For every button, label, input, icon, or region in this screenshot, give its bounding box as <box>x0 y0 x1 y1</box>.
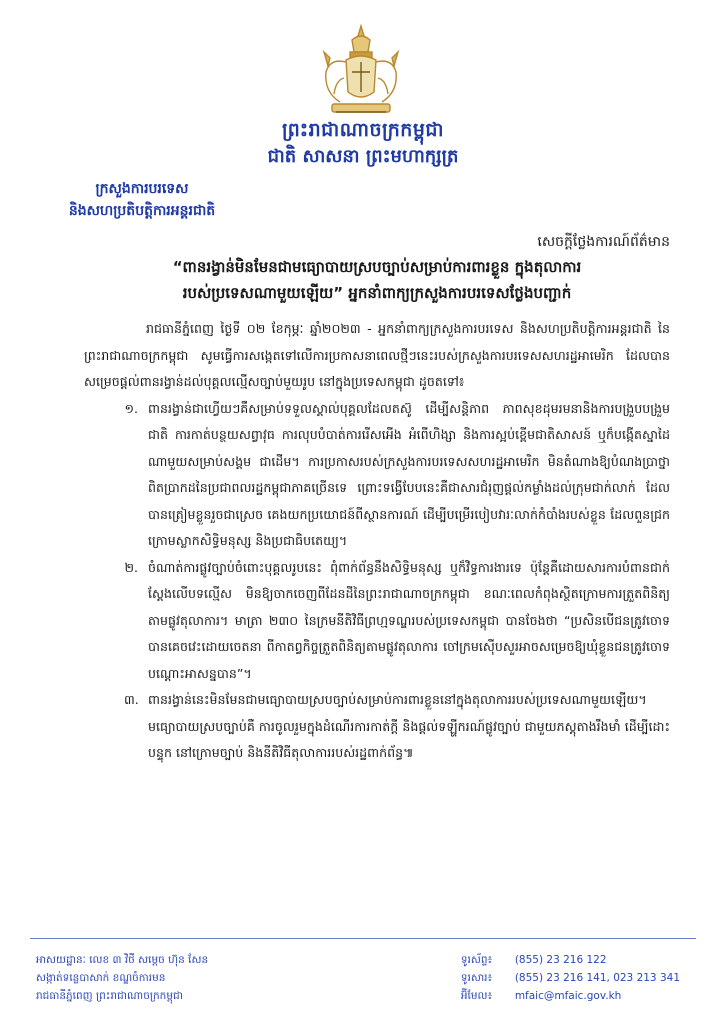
headline <box>84 254 670 306</box>
list-item-text: ចំណាត់ការផ្លូវច្បាប់ចំពោះបុគ្គលរូបនេះ ពុំពាក់ព័ន្ធនឹងសិទ្ធិមនុស្ស ឬក៏វិទ្ធការងារទេ ប៉ុន្តែគឺដោយសារការបំពានជាក់ស្តែងលើបទល្មើស មិនឱ្យចាកចេញពីដែនដីនៃព្រះរាជាណាចក្រកម្ពុជា ខណៈពេលកំពុងស្ថិតក្រោមការត្រួតពិនិត្យតាមផ្លូវតុលាការ។ មាត្រា ២៣០ នៃក្រមនីតិវិធីព្រហ្មទណ្ឌរបស់ប្រទេសកម្ពុជា បានចែងថា “ប្រសិនបើជនត្រូវចោទបានគេចវេះដោយចេតនា ពីកាតព្វកិច្ចត្រួតពិនិត្យតាមផ្លូវតុលាការ ចៅក្រមស៊ើបសួរអាចសម្រេចឱ្យឃុំខ្លួនជនត្រូវចោទ បណ្តោះអាសន្នបាន”។ <box>148 559 670 681</box>
fax-label: ទូរសារ៖ <box>460 972 493 984</box>
phone-label: ទូរស័ព្ទ៖ <box>460 954 493 966</box>
list-item <box>84 687 670 767</box>
headline-line2: របស់ប្រទេសណាមួយឡើយ” អ្នកនាំពាក្យក្រសួងការបរទេសថ្លែងបញ្ជាក់ <box>182 284 572 302</box>
list-item <box>84 555 670 688</box>
list-item-text: ពានរង្វាន់ជាហ្វើយៗគឺសម្រាប់ទទួលស្គាល់បុគ្គលដែលតស៊ូ ដើម្បីសន្តិភាព ភាពសុខដុមរមនានិងការបង្រួបបង្រួមជាតិ ការកាត់បន្ថយសព្វាវុធ ការលុបបំបាត់ការរើសអើង អំពើហិង្សា និងការស្អប់ខ្ពើមជាតិសាសន៍ ឬក៏បង្កើតស្នាដៃណាមួយសម្រាប់សង្គម ជាដើម។ ការប្រកាសរបស់ក្រសួងការបរទេសសហរដ្ឋអាមេរិក មិនតំណាងឱ្យបំណងប្រាថ្នាពិតប្រាកដនៃប្រជាពលរដ្ឋកម្ពុជាភាគច្រើនទេ ព្រោះទង្វើបែបនេះគឺជាសារជំរុញផ្តល់កម្លាំងដល់ក្រុមជាក់លាក់ ដែលបានត្រៀមខ្លួនរួចជាស្រេច គេងយកប្រយោជន៍ពីស្ថានការណ៍ ដើម្បីបម្រើរបៀបវារៈលាក់កំបាំងរបស់ខ្លួន ដែលពួនជ្រកក្រោមស្លាកសិទ្ធិមនុស្ស និងប្រជាធិបតេយ្យ។ <box>148 400 670 548</box>
footer-contacts <box>461 951 680 1005</box>
royal-coat-of-arms-icon <box>316 22 406 118</box>
list-item-number: ១. <box>124 400 138 416</box>
phone-row <box>461 951 680 969</box>
intro-paragraph: រាជធានីភ្នំពេញ ថ្ងៃទី ០២ ខែកុម្ភៈ ឆ្នាំ២០២៣ - អ្នកនាំពាក្យក្រសួងការបរទេស និងសហប្រតិបត្តិការអន្តរជាតិ នៃព្រះរាជាណាចក្រកម្ពុជា សូមធ្វើការសង្កេតទៅលើការប្រកាសនាពេលថ្មីៗនេះរបស់ក្រសួងការបរទេសសហរដ្ឋអាមេរិក ដែលបានសម្រេចផ្តល់ពានរង្វាន់ដល់បុគ្គលល្មើសច្បាប់មួយរូប នៅក្នុងប្រទេសកម្ពុជា ដូចតទៅ៖ <box>84 321 670 389</box>
national-motto: ជាតិ សាសនា ព្រះមហាក្សត្រ <box>267 146 459 167</box>
list-item-number: ២. <box>124 559 138 575</box>
footer <box>30 938 696 1027</box>
ministry-name-line2: និងសហប្រតិបត្តិការអន្តរជាតិ <box>68 203 216 219</box>
ministry-name-line1: ក្រសួងការបរទេស <box>95 181 189 197</box>
kingdom-title: ព្រះរាជាណាចក្រកម្ពុជា <box>282 119 444 141</box>
email-link[interactable]: mfaic@mfaic.gov.kh <box>514 990 622 1002</box>
address-line1: អាសយដ្ឋានៈ លេខ ៣ វិថី សម្ដេច ហ៊ុន សែន <box>36 954 209 966</box>
list-item-number: ៣. <box>124 692 139 707</box>
list-item <box>84 396 670 555</box>
headline-line1: “ពានរង្វាន់មិនមែនជាមធ្យោបាយស្របច្បាប់សម្រាប់ការពារខ្លួន ក្នុងតុលាការ <box>172 258 582 276</box>
phone-value: (855) 23 216 122 <box>514 954 607 966</box>
email-label: អ៊ីមែល៖ <box>460 990 493 1002</box>
address-line3: រាជធានីភ្នំពេញ ព្រះរាជាណាចក្រកម្ពុជា <box>36 990 183 1002</box>
email-row <box>461 987 680 1005</box>
list-item-text: ពានរង្វាន់នេះមិនមែនជាមធ្យោបាយស្របច្បាប់សម្រាប់ការពារខ្លួននៅក្នុងតុលាការរបស់ប្រទេសណាមួយឡើយ។ មធ្យោបាយស្របច្បាប់គឺ ការចូលរួមក្នុងដំណើរការកាត់ក្តី និងផ្តល់ទឡ្ហីករណ៍ផ្លូវច្បាប់ ជាមួយភស្តុតាងរឹងមាំ ដើម្បីដោះបន្ទុក នៅក្រោមច្បាប់ និងនីតិវិធីតុលាការរបស់រដ្ឋពាក់ព័ន្ធ៕ <box>148 692 670 760</box>
ministry-name <box>22 178 262 222</box>
fax-value: (855) 23 216 141, 023 213 341 <box>514 972 680 984</box>
fax-row <box>461 969 680 987</box>
document-type: សេចក្តីថ្លែងការណ៍ព័ត៌មាន <box>537 234 670 250</box>
statement-body <box>84 316 670 767</box>
footer-address <box>36 951 208 1005</box>
address-line2: សង្កាត់ទន្លេបាសាក់ ខណ្ឌចំការមន <box>36 972 166 984</box>
